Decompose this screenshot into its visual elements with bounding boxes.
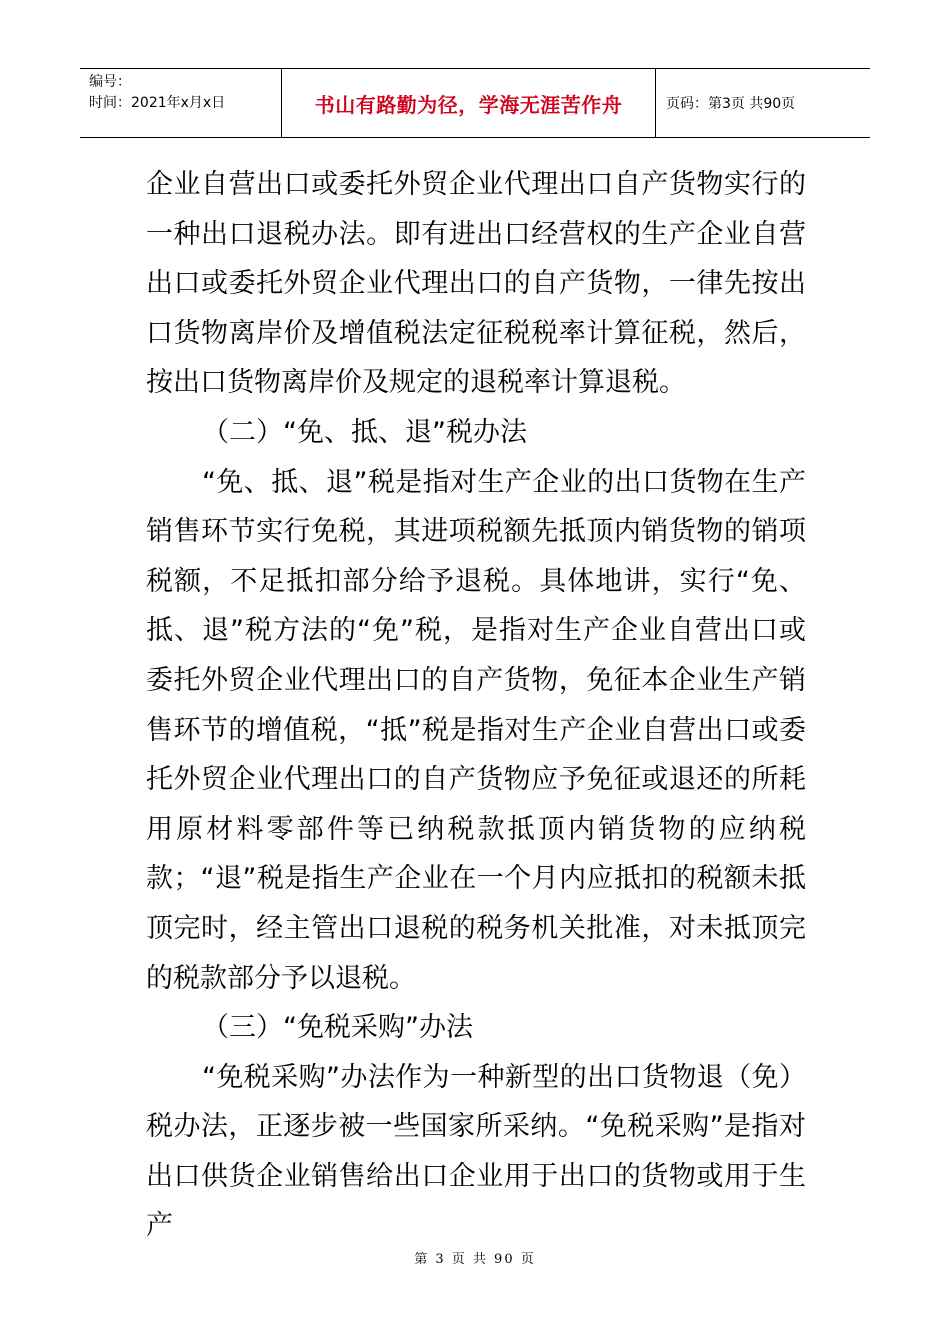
section-heading: （三）“免税采购”办法 — [202, 1012, 473, 1044]
header-meta — [80, 69, 282, 137]
header-motto: 书山有路勤为径，学海无涯苦作舟 — [282, 69, 656, 137]
header-page-info: 页码：第3页 共90页 — [666, 96, 796, 112]
page-footer: 第 3 页 共 90 页 — [414, 1252, 536, 1267]
document-body — [146, 160, 806, 1251]
page-header — [80, 68, 870, 138]
body-paragraph: 企业自营出口或委托外贸企业代理出口自产货物实行的一种出口退税办法。即有进出口经营权的生产企业自营出口或委托外贸企业代理出口的自产货物，一律先按出口货物离岸价及增值税法定征税税率计算征税，然后，按出口货物离岸价及规定的退税率计算退税。 — [146, 169, 806, 399]
section-heading: （二）“免、抵、退”税办法 — [202, 416, 527, 448]
doc-date-label: 时间：2021年x月x日 — [89, 95, 226, 111]
body-paragraph: “免、抵、退”税是指对生产企业的出口货物在生产销售环节实行免税，其进项税额先抵顶内销货物的销项税额，不足抵扣部分给予退税。具体地讲，实行“免、抵、退”税方法的“免”税，是指对生产企业自营出口或委托外贸企业代理出口的自产货物，免征本企业生产销售环节的增值税，“抵”税是指对生产企业自营出口或委托外贸企业代理出口的自产货物应予免征或退还的所耗用原材料零部件等已纳税款抵顶内销货物的应纳税款；“退”税是指生产企业在一个月内应抵扣的税额未抵顶完时，经主管出口退税的税务机关批准，对未抵顶完的税款部分予以退税。 — [146, 466, 806, 994]
doc-number-label: 编号： — [89, 74, 131, 90]
body-paragraph: “免税采购”办法作为一种新型的出口货物退（免）税办法，正逐步被一些国家所采纳。“免税采购”是指对出口供货企业销售给出口企业用于出口的货物或用于生产 — [146, 1061, 806, 1242]
